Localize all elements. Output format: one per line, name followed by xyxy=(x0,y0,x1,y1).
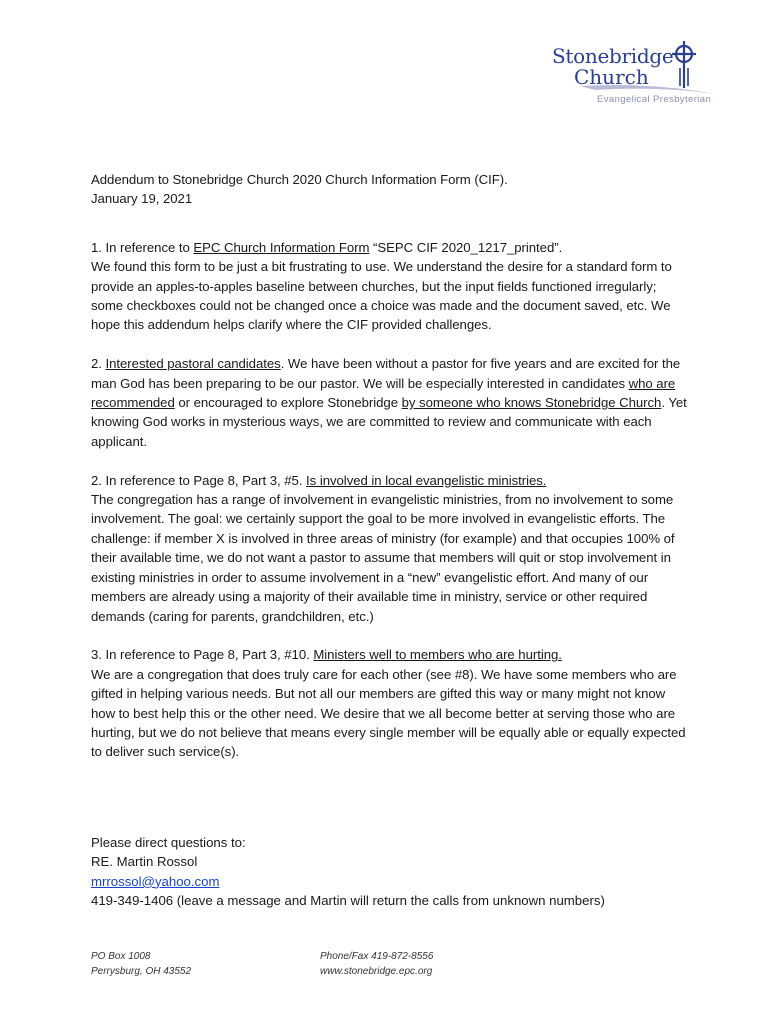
footer-contact xyxy=(320,950,433,979)
section-1-underlined: EPC Church Information Form xyxy=(193,239,370,255)
footer-address xyxy=(91,950,191,979)
section-1-body: We found this form to be just a bit frustrating to use. We understand the desire for a standard form to provide an apples-to-apples baseline between churches, but the input fields functioned irregularly; some checkboxes could not be changed once a choice was made and the document saved, etc. We hope this addendum helps clarify where the CIF provided challenges. xyxy=(91,259,672,333)
logo-line-2: Church xyxy=(574,65,649,89)
section-3-body: The congregation has a range of involvement in evangelistic ministries, from no involvement to some involvement. The goal: we certainly support the goal to be more involved in evangelistic efforts. The challenge: if member X is involved in three areas of ministry (for example) and that occupies 100% of their available time, we do not want a pastor to assume that members will quit or stop involvement in existing ministries in order to assume involvement in a “new” evangelistic effort. And many of our members are already using a majority of their available time in ministry, service or other required demands (caring for parents, grandchildren, etc.) xyxy=(91,492,675,624)
contact-phone: 419-349-1406 (leave a message and Martin will return the calls from unknown numbers) xyxy=(91,893,605,909)
footer-phone: Phone/Fax 419-872-8556 xyxy=(320,951,434,962)
footer-website: www.stonebridge.epc.org xyxy=(320,965,433,977)
footer-city: Perrysburg, OH 43552 xyxy=(91,965,192,977)
contact-name: RE. Martin Rossol xyxy=(91,854,198,870)
contact-block xyxy=(91,833,691,911)
contact-intro: Please direct questions to: xyxy=(91,835,246,850)
section-4-body: We are a congregation that does truly care for each other (see #8). We have some members who are gifted in helping various needs. But not all our members are gifted this way or many might not know how to best help this or the other need. We desire that we all become better at serving those who are hurting, but we do not believe that means every single member will be equally able or equally expected to deliver such service(s). xyxy=(91,666,686,760)
footer-po-box: PO Box 1008 xyxy=(91,951,151,962)
document-date: January 19, 2021 xyxy=(91,191,193,207)
section-4: 3. In reference to Page 8, Part 3, #10. Ministers well to members who are hurting. xyxy=(91,647,562,663)
logo-tagline: Evangelical Presbyterian xyxy=(597,94,712,105)
church-logo xyxy=(540,38,720,108)
section-1: 1. In reference to EPC Church Information Form “SEPC CIF 2020_1217_printed”. xyxy=(91,239,563,255)
section-2: 2. Interested pastoral candidates. We have been without a pastor for five years and are excited for the man God has been preparing to be our pastor. We will be especially interested in candidates who are recommended or encouraged to explore Stonebridge by someone who knows Stonebridge Church. Yet knowing God works in mysterious ways, we are committed to review and communicate with each applicant. xyxy=(91,356,687,449)
letter-body xyxy=(91,170,691,762)
document-title: Addendum to Stonebridge Church 2020 Church Information Form (CIF). xyxy=(91,172,508,187)
section-3: 2. In reference to Page 8, Part 3, #5. Is involved in local evangelistic ministries. xyxy=(91,472,547,488)
contact-email-link[interactable]: mrrossol@yahoo.com xyxy=(91,873,220,889)
logo-line-1: Stonebridge xyxy=(552,44,674,68)
